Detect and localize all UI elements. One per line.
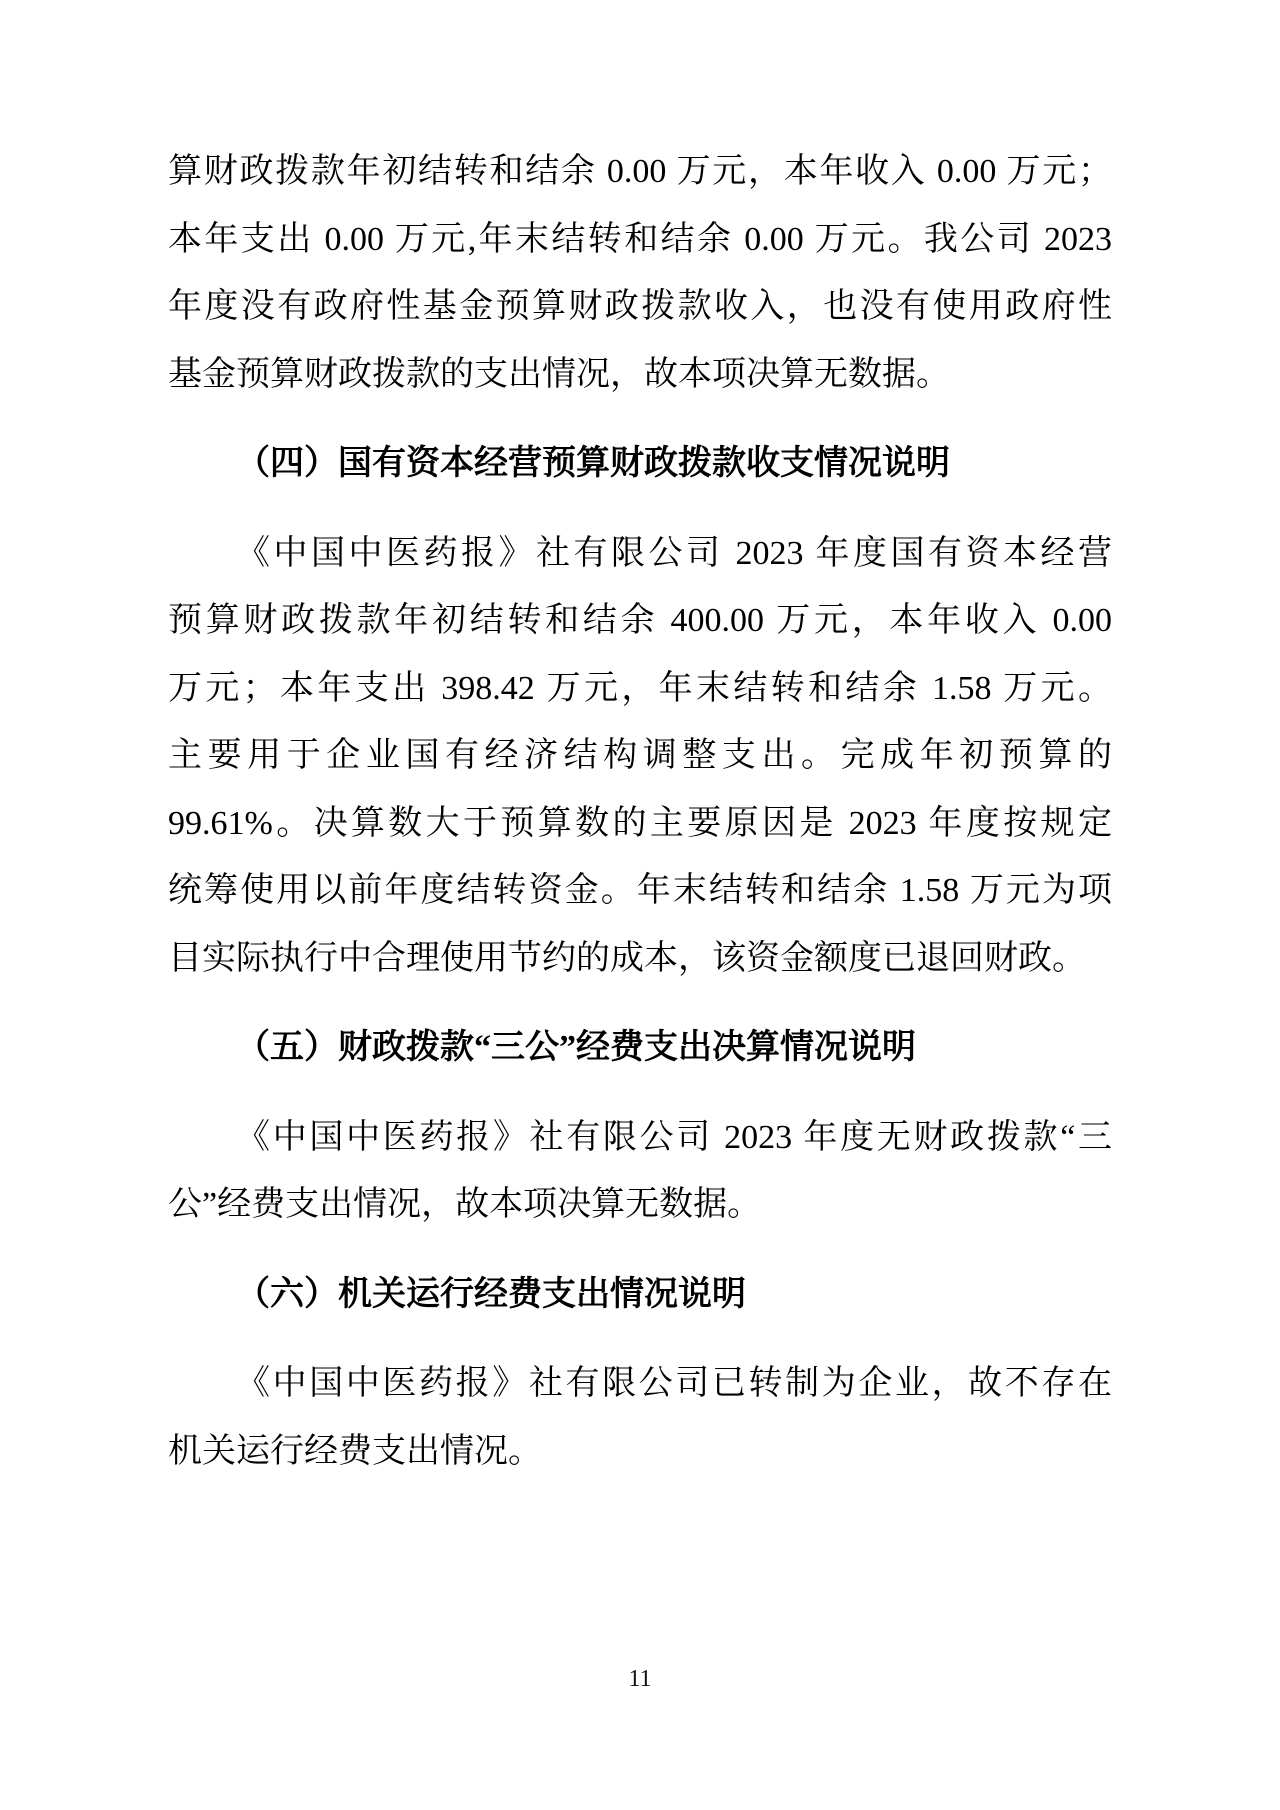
- text-line: 统筹使用以前年度结转资金。年末结转和结余 1.58 万元为项: [168, 872, 1112, 909]
- document-body: [168, 138, 1112, 1485]
- paragraph: [168, 1350, 1112, 1485]
- section-heading: （六）机关运行经费支出情况说明: [236, 1275, 746, 1313]
- paragraph: [168, 1104, 1112, 1239]
- text-line: 万元；本年支出 398.42 万元，年末结转和结余 1.58 万元。: [168, 669, 1112, 707]
- text-line: 目实际执行中合理使用节约的成本，该资金额度已退回财政。: [168, 939, 1086, 977]
- page-number: [0, 1664, 1280, 1694]
- paragraph: [168, 138, 1112, 408]
- text-line: 算财政拨款年初结转和结余 0.00 万元，本年收入 0.00 万元；: [168, 153, 1112, 190]
- text-line: 《中国中医药报》社有限公司已转制为企业，故不存在: [236, 1365, 1112, 1402]
- text-line: 公”经费支出情况，故本项决算无数据。: [168, 1186, 762, 1223]
- text-line: 年度没有政府性基金预算财政拨款收入，也没有使用政府性: [168, 288, 1112, 325]
- text-line: 《中国中医药报》社有限公司 2023 年度无财政拨款“三: [236, 1118, 1112, 1156]
- text-line: 机关运行经费支出情况。: [168, 1432, 542, 1470]
- section-heading: （五）财政拨款“三公”经费支出决算情况说明: [236, 1029, 916, 1066]
- text-line: 本年支出 0.00 万元,年末结转和结余 0.00 万元。我公司 2023: [168, 220, 1112, 258]
- text-line: 预算财政拨款年初结转和结余 400.00 万元，本年收入 0.00: [168, 602, 1112, 639]
- section-heading: （四）国有资本经营预算财政拨款收支情况说明: [236, 445, 950, 482]
- page-number-value: 11: [628, 1666, 652, 1692]
- text-line: 基金预算财政拨款的支出情况，故本项决算无数据。: [168, 355, 950, 393]
- text-line: 主要用于企业国有经济结构调整支出。完成年初预算的: [168, 737, 1112, 774]
- text-line: 《中国中医药报》社有限公司 2023 年度国有资本经营: [236, 534, 1112, 572]
- text-line: 99.61%。决算数大于预算数的主要原因是 2023 年度按规定: [168, 804, 1112, 842]
- paragraph: [168, 520, 1112, 993]
